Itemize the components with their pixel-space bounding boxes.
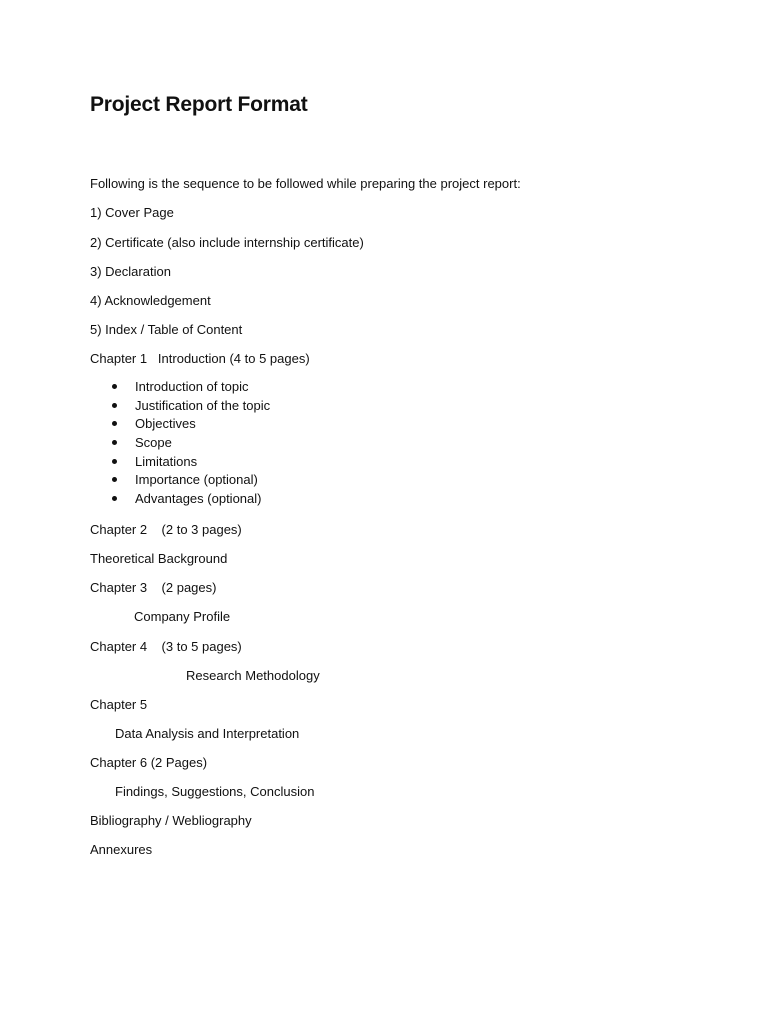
intro-text: Following is the sequence to be followed while preparing the project report: — [90, 176, 521, 191]
chapter2-heading: Chapter 2 (2 to 3 pages) — [90, 522, 242, 537]
chapter3-heading: Chapter 3 (2 pages) — [90, 580, 217, 595]
list-item-text: Limitations — [135, 453, 198, 469]
front-matter-item-cover-page: 1) Cover Page — [90, 205, 174, 220]
list-item-text: Advantages (optional) — [135, 491, 262, 507]
chapter4-heading: Chapter 4 (3 to 5 pages) — [90, 639, 242, 654]
front-matter-item-index: 5) Index / Table of Content — [90, 322, 243, 337]
chapter2-subtitle: Theoretical Background — [90, 551, 228, 566]
front-matter-item-declaration: 3) Declaration — [90, 264, 171, 279]
front-matter-item-acknowledgement: 4) Acknowledgement — [90, 293, 211, 308]
list-item-text: Scope — [135, 435, 172, 451]
bullet-icon — [112, 403, 117, 408]
chapter3-subtitle: Company Profile — [134, 609, 231, 624]
bullet-icon — [112, 384, 117, 389]
chapter5-heading: Chapter 5 — [90, 697, 148, 712]
bullet-icon — [112, 477, 117, 482]
page-title: Project Report Format — [90, 93, 308, 116]
bullet-icon — [112, 496, 117, 501]
bibliography-text: Bibliography / Webliography — [90, 813, 252, 828]
list-item-text: Justification of the topic — [135, 397, 271, 413]
list-item-text: Importance (optional) — [135, 472, 258, 488]
bullet-icon — [112, 421, 117, 426]
bullet-icon — [112, 440, 117, 445]
chapter6-subtitle: Findings, Suggestions, Conclusion — [115, 784, 315, 799]
annexures-text: Annexures — [90, 842, 153, 857]
list-item-text: Objectives — [135, 416, 196, 432]
chapter6-heading: Chapter 6 (2 Pages) — [90, 755, 208, 770]
bullet-icon — [112, 459, 117, 464]
chapter1-heading: Chapter 1 Introduction (4 to 5 pages) — [90, 351, 310, 366]
front-matter-item-certificate: 2) Certificate (also include internship certificate) — [90, 235, 364, 250]
chapter4-subtitle: Research Methodology — [186, 668, 320, 683]
list-item-text: Introduction of topic — [135, 379, 249, 394]
chapter5-subtitle: Data Analysis and Interpretation — [115, 726, 300, 741]
